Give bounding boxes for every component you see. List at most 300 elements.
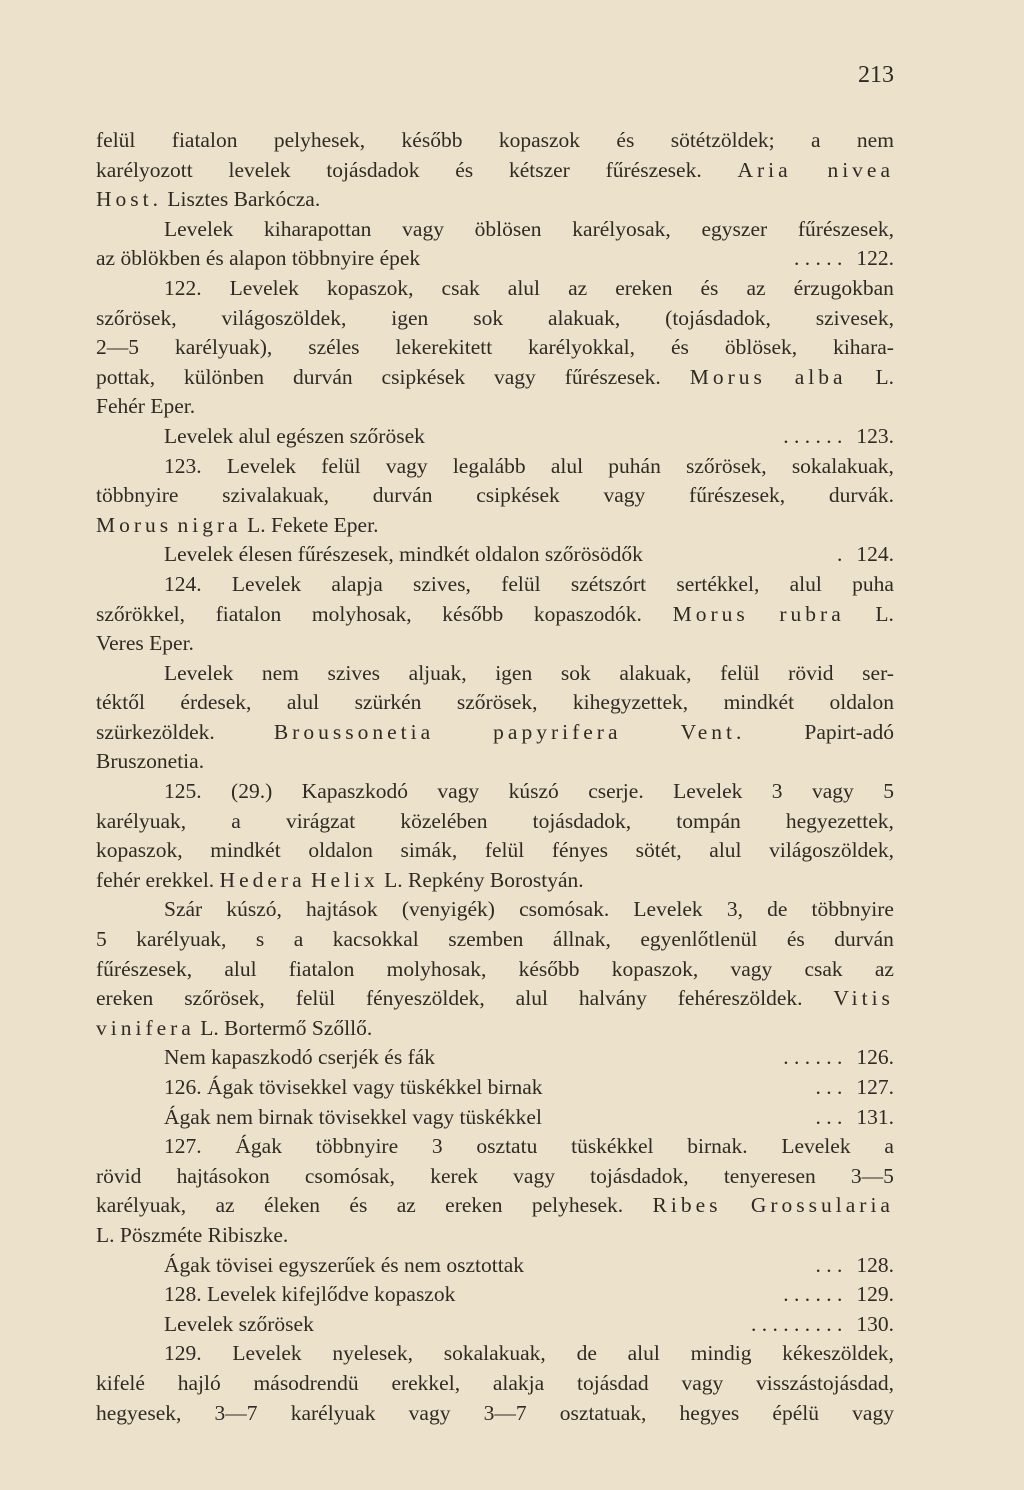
word: Borostyán. <box>489 867 584 892</box>
word: alapja <box>331 571 383 596</box>
word: pottak, <box>96 364 156 389</box>
word: és <box>786 927 805 952</box>
word: lekerekitett <box>395 335 493 360</box>
word: (29.) <box>231 779 273 804</box>
word: molyhosak, <box>311 601 412 626</box>
word: különben <box>184 364 265 389</box>
word: téktől <box>96 690 145 715</box>
key-dots: . . . <box>815 1252 843 1277</box>
word: Kapaszkodó <box>301 779 408 804</box>
word: birnak. <box>687 1134 748 1159</box>
key-dots: . . . . . . <box>783 423 843 448</box>
word: öblösek, <box>724 335 798 360</box>
text-line-l04 <box>96 217 894 247</box>
word: vagy <box>408 1400 451 1425</box>
word: ereken <box>445 1193 503 1218</box>
word: Eper. <box>149 631 194 656</box>
word: Hedera <box>219 867 306 892</box>
word: nem <box>856 128 894 152</box>
text-line-l42 <box>96 1341 894 1371</box>
word: kúszó <box>508 779 559 804</box>
word: puha <box>852 571 894 596</box>
word: vinifera <box>96 1015 195 1040</box>
word: Host. <box>96 187 162 212</box>
word: szives <box>327 660 381 685</box>
word: sötét, <box>635 838 682 863</box>
word: másodrendü <box>253 1370 359 1395</box>
word: és <box>349 1193 368 1218</box>
word: Szár <box>164 897 203 922</box>
word: tojásdadok, <box>532 808 632 833</box>
word: alul <box>286 690 320 715</box>
word: Levelek <box>781 1134 851 1159</box>
key-dots: . . . . . . . . . <box>751 1311 843 1336</box>
word: alakuak, <box>548 305 621 330</box>
word: aljuak, <box>408 660 467 685</box>
word: Fekete <box>270 512 329 537</box>
word: Ágak <box>235 1134 282 1159</box>
text-line-l02 <box>96 158 894 188</box>
word: később <box>401 128 463 152</box>
word: alul <box>507 275 541 300</box>
word: Morus <box>672 601 749 626</box>
word: alakuak, <box>619 660 692 685</box>
word: fűrészesek, <box>96 956 193 981</box>
key-dots: . . . <box>815 1075 843 1099</box>
text-line-l15 <box>96 542 894 572</box>
word: 129. <box>164 1341 202 1366</box>
word: Szőllő. <box>311 1015 373 1040</box>
key-ref: 126. <box>856 1045 894 1070</box>
word: Lisztes <box>167 187 229 212</box>
word: alba <box>794 364 847 389</box>
word: fehéreszöldek. <box>677 986 803 1011</box>
word: karélyokkal, <box>528 335 636 360</box>
word: karélyuak, <box>136 927 227 952</box>
key-label: az öblökben és alapon többnyire épek <box>96 246 421 271</box>
page-number: 213 <box>858 62 894 88</box>
word: vagy <box>811 779 854 804</box>
word: öblösen <box>474 216 542 241</box>
word: Eper. <box>150 394 196 419</box>
key-ref: 122. <box>856 246 894 271</box>
word: éleken <box>263 1193 321 1218</box>
word: többnyire <box>96 483 179 508</box>
text-line-l32 <box>96 1045 894 1075</box>
word: felül <box>321 453 361 478</box>
key-dots: . . . . . . <box>783 1045 843 1070</box>
word: szőrökkel, <box>96 601 185 626</box>
word: de <box>767 897 788 922</box>
word: alul <box>550 453 584 478</box>
word: és <box>670 335 689 360</box>
word: állnak, <box>552 927 611 952</box>
text-line-l01 <box>96 128 894 158</box>
word: kopaszodók. <box>533 601 642 626</box>
word: durván <box>834 927 894 952</box>
key-ref: 131. <box>856 1104 894 1129</box>
word: Aria <box>737 157 792 182</box>
word: szürkén <box>354 690 422 715</box>
word: kétszer <box>508 157 570 182</box>
text-line-l14 <box>96 513 894 543</box>
word: szétszórt <box>570 571 647 596</box>
word: vagy <box>385 453 428 478</box>
word: a <box>810 128 821 152</box>
text-line-l09 <box>96 365 894 395</box>
word: Veres <box>96 631 144 656</box>
word: felül <box>96 128 136 152</box>
word: 123. <box>164 453 202 478</box>
word: igen <box>495 660 533 685</box>
text-line-l38 <box>96 1223 894 1253</box>
word: 2—5 <box>96 335 139 360</box>
word: Grossularia <box>750 1193 894 1218</box>
word: az <box>746 275 766 300</box>
text-line-l22 <box>96 749 894 779</box>
text-line-l19 <box>96 661 894 691</box>
word: kiharapottan <box>263 216 372 241</box>
word: alakja <box>492 1370 545 1395</box>
word: Levelek <box>229 275 299 300</box>
word: és <box>455 157 474 182</box>
word: hegyes <box>679 1400 740 1425</box>
word: ereken <box>96 986 154 1011</box>
word: Fehér <box>96 394 145 419</box>
word: puhán <box>608 453 661 478</box>
word: hegyezettek, <box>785 808 894 833</box>
word: tojásdad <box>577 1370 649 1395</box>
word: rövid <box>788 660 834 685</box>
word: vagy <box>513 1163 555 1188</box>
word: hajtások <box>306 897 378 922</box>
word: 5 <box>883 779 894 804</box>
word: durvák. <box>828 483 894 508</box>
word: mindkét <box>210 838 281 863</box>
word: osztatuak, <box>559 1400 647 1425</box>
word: Pöszméte <box>119 1222 203 1247</box>
text-line-l37 <box>96 1193 894 1223</box>
word: 3 <box>431 1134 443 1159</box>
word: visszástojásdad, <box>756 1370 894 1395</box>
word: L. <box>247 512 266 537</box>
word: többnyire <box>811 897 894 922</box>
word: erekkel, <box>391 1370 461 1395</box>
word: alul <box>627 1341 660 1366</box>
text-line-l08 <box>96 335 894 365</box>
word: érdesek, <box>180 690 252 715</box>
word: Vitis <box>833 986 894 1011</box>
word: legalább <box>452 453 526 478</box>
word: később <box>518 956 580 981</box>
word: világoszöldek, <box>769 838 894 863</box>
key-label: Ágak tövisei egyszerűek és nem osztottak <box>164 1252 525 1277</box>
word: sok <box>560 660 591 685</box>
word: nyelesek, <box>332 1341 413 1366</box>
word: L. <box>875 601 894 626</box>
word: az <box>215 1193 235 1218</box>
word: molyhosak, <box>386 956 487 981</box>
word: Levelek <box>164 660 234 685</box>
word: karélyuak), <box>174 335 273 360</box>
word: osztatu <box>476 1134 538 1159</box>
word: Repkény <box>408 867 485 892</box>
word: felül <box>295 986 336 1011</box>
word: felül <box>720 660 760 685</box>
word: Barkócza. <box>233 187 321 212</box>
text-line-l39 <box>96 1253 894 1283</box>
text-line-l21 <box>96 720 894 750</box>
text-line-l41 <box>96 1312 894 1342</box>
word: (tojásdadok, <box>665 305 771 330</box>
word: felül <box>484 838 525 863</box>
key-ref: 130. <box>856 1311 894 1336</box>
word: karélyozott <box>96 157 193 182</box>
text-line-l11 <box>96 424 894 454</box>
word: Levelek <box>231 571 302 596</box>
text-line-l31 <box>96 1016 894 1046</box>
word: alul <box>224 956 257 981</box>
word: hajtásokon <box>176 1163 270 1188</box>
key-dots: . . . . . <box>794 246 843 271</box>
word: virágzat <box>285 808 356 833</box>
word: (venyigék) <box>401 897 495 922</box>
text-line-l06 <box>96 276 894 306</box>
word: felül <box>501 571 541 596</box>
word: csipkések <box>476 483 560 508</box>
word: fiatalon <box>288 956 355 981</box>
word: csak <box>441 275 480 300</box>
word: alul <box>709 838 742 863</box>
word: alul <box>515 986 548 1011</box>
word: sötétzöldek; <box>670 128 775 152</box>
word: pelyhesek, <box>273 128 366 152</box>
text-line-l03 <box>96 187 894 217</box>
word: de <box>576 1341 597 1366</box>
key-label: Nem kapaszkodó cserjék és fák <box>164 1045 436 1070</box>
word: 125. <box>164 779 202 804</box>
word: vagy <box>852 1400 894 1425</box>
word: sokalakuak, <box>791 453 894 478</box>
word: kopaszok <box>498 128 581 152</box>
word: kopaszok, <box>326 275 414 300</box>
word: Bortermő <box>224 1015 307 1040</box>
word: durván <box>372 483 433 508</box>
word: karélyuak, <box>96 1193 187 1218</box>
text-line-l13 <box>96 483 894 513</box>
word: széles <box>308 335 360 360</box>
key-label: 126. Ágak tövisekkel vagy tüskékkel birnak <box>164 1075 543 1099</box>
word: 127. <box>164 1134 202 1159</box>
word: kacsokkal <box>332 927 419 952</box>
key-ref: 129. <box>856 1282 894 1307</box>
word: erekkel. <box>145 867 215 892</box>
key-label: Levelek szőrösek <box>164 1311 314 1336</box>
word: durván <box>292 364 353 389</box>
word: az <box>568 275 588 300</box>
word: a <box>293 927 304 952</box>
word: igen <box>391 305 429 330</box>
word: pelyhesek. <box>531 1193 624 1218</box>
page-text <box>96 128 894 1430</box>
key-label: 128. Levelek kifejlődve kopaszok <box>164 1282 456 1307</box>
word: szőrösek, <box>96 305 177 330</box>
word: 3 <box>771 779 783 804</box>
word: fiatalon <box>215 601 282 626</box>
word: szőrösek, <box>184 986 265 1011</box>
word: fényeszöldek, <box>365 986 485 1011</box>
word: kihegyzettek, <box>572 690 689 715</box>
word: 3, <box>726 897 743 922</box>
word: tojásdadok <box>326 157 420 182</box>
word: 5 <box>96 927 107 952</box>
key-label: Levelek alul egészen szőrösek <box>164 423 425 448</box>
word: kifelé <box>96 1370 145 1395</box>
word: Broussonetia <box>273 719 435 744</box>
key-label: Ágak nem birnak tövisekkel vagy tüskékkel <box>164 1104 542 1129</box>
word: Ribes <box>652 1193 722 1218</box>
word: csipkések <box>381 364 466 389</box>
word: tenyeresen <box>723 1163 816 1188</box>
word: L. <box>96 1222 115 1247</box>
word: kerek <box>430 1163 478 1188</box>
word: szürkezöldek. <box>96 719 215 744</box>
text-line-l17 <box>96 602 894 632</box>
word: fehér <box>96 867 141 892</box>
word: nem <box>261 660 299 685</box>
word: oldalon <box>308 838 373 863</box>
word: és <box>616 128 635 152</box>
word: Bruszonetia. <box>96 749 205 774</box>
text-line-l27 <box>96 897 894 927</box>
word: ser- <box>862 660 894 685</box>
word: egyszer <box>701 216 768 241</box>
text-line-l36 <box>96 1164 894 1194</box>
key-label: Levelek élesen fűrészesek, mindkét oldalon szőrösödők <box>164 542 643 567</box>
word: halvány <box>578 986 647 1011</box>
word: világoszöldek, <box>221 305 347 330</box>
word: szemben <box>448 927 524 952</box>
word: szőrösek, <box>456 690 538 715</box>
word: szivalakuak, <box>222 483 330 508</box>
word: vagy <box>402 216 444 241</box>
text-line-l05 <box>96 246 894 276</box>
text-line-l26 <box>96 868 894 898</box>
key-ref: 127. <box>856 1075 894 1099</box>
word: rubra <box>779 601 845 626</box>
word: kúszó, <box>226 897 282 922</box>
text-line-l33 <box>96 1075 894 1105</box>
word: Eper. <box>333 512 379 537</box>
word: nivea <box>827 157 894 182</box>
word: a <box>884 1134 894 1159</box>
text-line-l07 <box>96 306 894 336</box>
word: s <box>255 927 265 952</box>
word: vagy <box>437 779 480 804</box>
word: karélyosak, <box>572 216 671 241</box>
word: oldalon <box>829 690 894 715</box>
word: fűrészesek. <box>605 157 702 182</box>
key-dots: . . . <box>815 1104 843 1129</box>
word: nigra <box>177 512 242 537</box>
text-line-l29 <box>96 957 894 987</box>
word: 124. <box>164 571 202 596</box>
word: vagy <box>730 956 773 981</box>
word: később <box>442 601 504 626</box>
word: Morus <box>689 364 766 389</box>
word: Ribiszke. <box>207 1222 289 1247</box>
word: fűrészesek. <box>564 364 661 389</box>
word: hajló <box>177 1370 221 1395</box>
text-line-l10 <box>96 394 894 424</box>
word: Helix <box>311 867 379 892</box>
word: L. <box>875 364 894 389</box>
word: épélü <box>772 1400 819 1425</box>
word: közelében <box>400 808 488 833</box>
key-ref: 128. <box>856 1252 894 1277</box>
text-line-l35 <box>96 1134 894 1164</box>
word: tüskékkel <box>571 1134 654 1159</box>
word: 3—7 <box>214 1400 258 1425</box>
word: szives, <box>413 571 471 596</box>
text-line-l25 <box>96 838 894 868</box>
word: L. <box>200 1015 219 1040</box>
key-dots: . . . . . . <box>783 1282 843 1307</box>
word: kékeszöldek, <box>782 1341 894 1366</box>
word: 3—5 <box>850 1163 894 1188</box>
word: 3—7 <box>483 1400 527 1425</box>
word: többnyire <box>315 1134 399 1159</box>
text-line-l40 <box>96 1282 894 1312</box>
word: rövid <box>96 1163 142 1188</box>
word: a <box>231 808 241 833</box>
word: kopaszok, <box>96 838 183 863</box>
word: Levelek <box>164 216 234 241</box>
word: egyenlőtlenül <box>640 927 758 952</box>
key-dots: . <box>837 542 843 567</box>
word: papyrifera <box>493 719 622 744</box>
word: karélyuak <box>290 1400 376 1425</box>
word: vagy <box>494 364 536 389</box>
word: csomósak, <box>304 1163 396 1188</box>
word: mindig <box>690 1341 752 1366</box>
text-line-l34 <box>96 1105 894 1135</box>
word: szivesek, <box>815 305 894 330</box>
word: Levelek <box>232 1341 302 1366</box>
word: Morus <box>96 512 173 537</box>
text-line-l43 <box>96 1371 894 1401</box>
word: sok <box>473 305 504 330</box>
word: az <box>396 1193 416 1218</box>
word: Levelek <box>226 453 297 478</box>
word: fiatalon <box>171 128 238 152</box>
key-ref: 123. <box>856 423 894 448</box>
word: fűrészesek, <box>689 483 786 508</box>
word: Papirt-adó <box>804 719 894 744</box>
word: alul <box>789 571 822 596</box>
word: vagy <box>603 483 646 508</box>
word: L. <box>384 867 403 892</box>
word: sokalakuak, <box>443 1341 546 1366</box>
word: ereken <box>615 275 673 300</box>
word: az <box>874 956 894 981</box>
word: cserje. <box>588 779 644 804</box>
text-line-l44 <box>96 1401 894 1431</box>
word: tompán <box>676 808 741 833</box>
word: Levelek <box>633 897 703 922</box>
text-line-l20 <box>96 690 894 720</box>
word: simák, <box>400 838 458 863</box>
